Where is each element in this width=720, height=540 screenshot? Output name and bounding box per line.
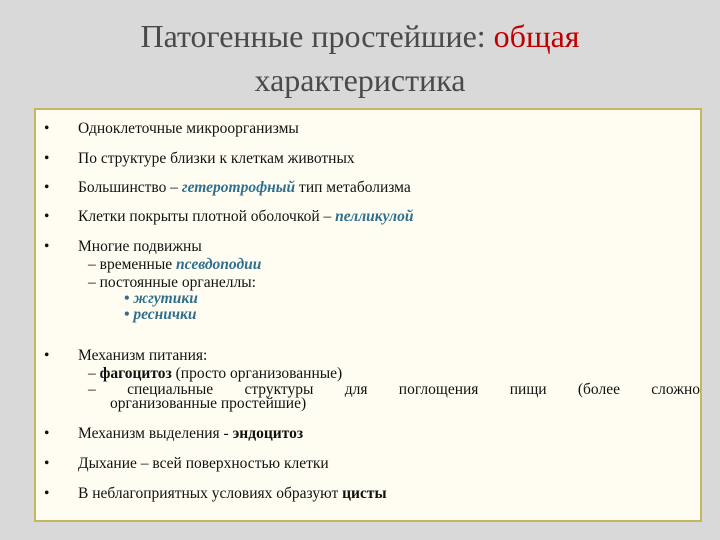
bullet: • — [44, 425, 50, 442]
item-text: Дыхание – всей поверхностью клетки — [78, 455, 329, 472]
item-text — [78, 179, 692, 197]
item-text — [78, 238, 692, 324]
bullet: • — [44, 208, 50, 225]
sub-sub-item — [124, 292, 720, 306]
item-text: По структуре близки к клеткам животных — [78, 150, 355, 167]
term-cysts: цисты — [342, 485, 387, 502]
item-text-part: Клетки покрыты плотной оболочкой – — [78, 208, 336, 225]
item-text-part: В неблагоприятных условиях образуют — [78, 485, 343, 502]
bullet: • — [44, 485, 50, 502]
bullet: • — [44, 455, 50, 472]
item-heading: Многие подвижны — [78, 238, 202, 255]
item-text-part: Большинство – — [78, 179, 182, 196]
dash: – — [88, 256, 96, 273]
item-heading: Механизм питания: — [78, 347, 208, 364]
term-cilia: реснички — [133, 306, 197, 323]
bullet: • — [44, 120, 50, 137]
term-flagella: жгутики — [133, 290, 198, 307]
dash: – — [88, 381, 96, 398]
term-endocytosis: эндоцитоз — [232, 425, 304, 442]
item-text — [78, 485, 692, 503]
item-text-part: Механизм выделения - — [78, 425, 233, 442]
term-pseudopodia: псевдоподии — [176, 256, 262, 273]
item-text-part: тип метаболизма — [295, 179, 411, 196]
term-heterotrophic: гетеротрофный — [181, 179, 296, 196]
sub-sub-item — [124, 306, 720, 324]
sub-item-line: организованные простейшие) — [110, 395, 307, 412]
sub-item-text: специальные структуры для поглощения пищи (более сложно — [127, 381, 701, 398]
title-part1: Патогенные простейшие: — [140, 18, 494, 54]
sub-item-text: временные — [99, 256, 177, 273]
item-text — [78, 208, 692, 226]
bullet: • — [44, 179, 50, 196]
dash: – — [88, 365, 96, 382]
bullet: • — [44, 347, 50, 364]
item-text — [78, 347, 701, 412]
content-panel — [34, 108, 702, 522]
item-text: Одноклеточные микроорганизмы — [78, 120, 299, 137]
title-accent: общая — [493, 18, 580, 54]
bullet: • — [44, 150, 50, 167]
sub-item — [88, 383, 700, 411]
bullet: • — [124, 290, 130, 307]
term-phagocytosis: фагоцитоз — [99, 365, 172, 382]
bullet: • — [124, 306, 130, 323]
title-line2: характеристика — [254, 62, 466, 98]
sub-item-text: постоянные органеллы: — [99, 274, 256, 291]
sub-item — [88, 256, 702, 274]
bullet: • — [44, 238, 50, 255]
dash: – — [88, 274, 96, 291]
term-pellicle: пелликулой — [335, 208, 414, 225]
item-text — [78, 425, 692, 443]
slide-title — [40, 14, 680, 102]
sub-item-text: (просто организованные) — [171, 365, 343, 382]
